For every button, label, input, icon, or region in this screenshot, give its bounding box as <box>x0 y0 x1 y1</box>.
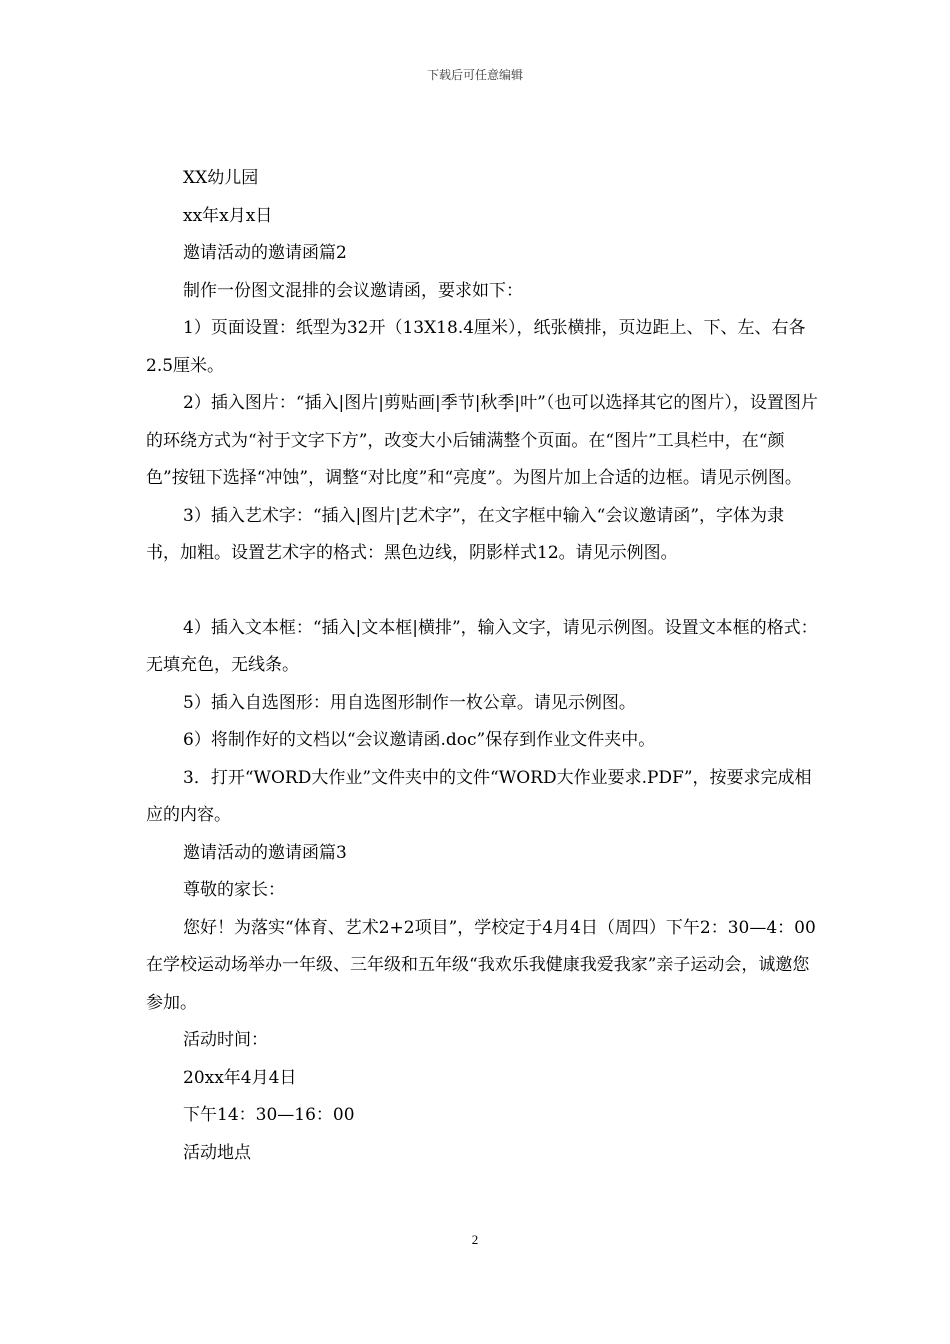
section-title-part-3: 邀请活动的邀请函篇3 <box>183 842 347 863</box>
paragraph-task-3: 3．打开“WORD大作业”文件夹中的文件“WORD大作业要求.PDF”，按要求完成相应的内容。 <box>146 767 812 825</box>
paragraph-date: xx年x月x日 <box>183 205 273 226</box>
paragraph-activity-time-label: 活动时间： <box>183 1030 268 1050</box>
paragraph-activity-location-label: 活动地点 <box>183 1142 251 1163</box>
paragraph-invitation-body: 您好！为落实“体育、艺术2+2项目”，学校定于4月4日（周四）下午2：30—4：00在学校运动场举办一年级、三年级和五年级“我欢乐我健康我爱我家”亲子运动会，诚邀您参加。 <box>146 917 816 1013</box>
paragraph-activity-date: 20xx年4月4日 <box>183 1067 297 1088</box>
section-title-part-2: 邀请活动的邀请函篇2 <box>183 243 347 263</box>
paragraph-step-5: 5）插入自选图形：用自选图形制作一枚公章。请见示例图。 <box>183 692 636 713</box>
paragraph-task-intro: 制作一份图文混排的会议邀请函，要求如下： <box>183 280 523 301</box>
page-header: 下载后可任意编辑 <box>426 68 523 82</box>
paragraph-kindergarten-name: XX幼儿园 <box>183 168 259 188</box>
paragraph-step-4: 4）插入文本框：“插入|文本框|横排”，输入文字，请见示例图。设置文本框的格式：无填充色，无线条。 <box>146 617 818 675</box>
document-body <box>146 160 818 1172</box>
paragraph-step-6: 6）将制作好的文档以“会议邀请函.doc”保存到作业文件夹中。 <box>183 730 656 750</box>
paragraph-step-1: 1）页面设置：纸型为32开（13X18.4厘米），纸张横排，页边距上、下、左、右各2.5厘米。 <box>146 318 806 376</box>
paragraph-activity-hours: 下午14：30—16：00 <box>183 1105 355 1125</box>
paragraph-salutation: 尊敬的家长： <box>183 880 285 900</box>
page-number: 2 <box>471 1232 479 1247</box>
paragraph-step-3: 3）插入艺术字：“插入|图片|艺术字”，在文字框中输入“会议邀请函”，字体为隶书，加粗。设置艺术字的格式：黑色边线，阴影样式12。请见示例图。 <box>146 505 785 563</box>
paragraph-step-2: 2）插入图片：“插入|图片|剪贴画|季节|秋季|叶”（也可以选择其它的图片），设置图片的环绕方式为“衬于文字下方”，改变大小后铺满整个页面。在“图片”工具栏中，在“颜色”按钮下选择“冲蚀”，调整“对比度”和“亮度”。为图片加上合适的边框。请见示例图。 <box>146 393 818 488</box>
